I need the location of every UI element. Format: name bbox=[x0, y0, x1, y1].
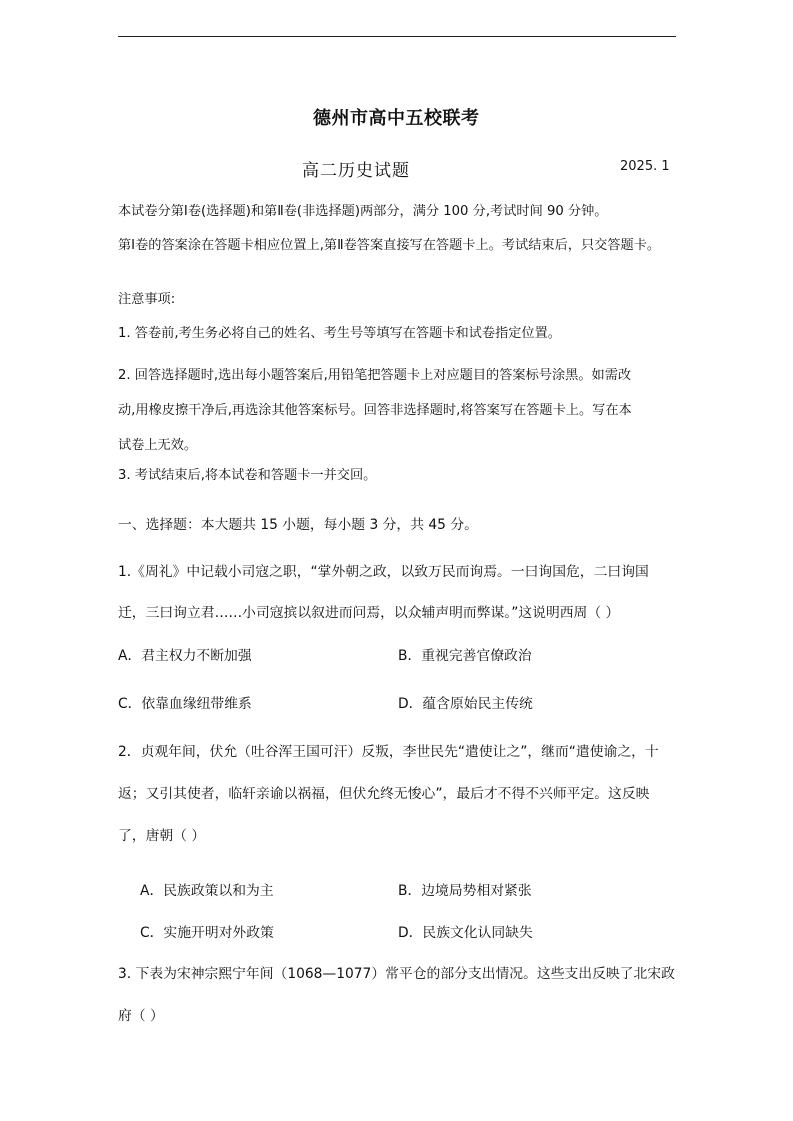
exam-subtitle: 高二历史试题 bbox=[302, 161, 410, 181]
note-item-3: 3. 考试结束后,将本试卷和答题卡一并交回。 bbox=[118, 468, 377, 483]
q1-option-a: A．君主权力不断加强 bbox=[118, 648, 252, 664]
intro-line-1: 本试卷分第Ⅰ卷(选择题)和第Ⅱ卷(非选择题)两部分，满分 100 分,考试时间 90 分钟。 bbox=[118, 204, 608, 219]
q2-option-a: A．民族政策以和为主 bbox=[140, 883, 274, 899]
note-item-2-line-3: 试卷上无效。 bbox=[118, 438, 198, 453]
exam-date: 2025. 1 bbox=[620, 159, 670, 174]
q2-option-c: C．实施开明对外政策 bbox=[140, 925, 274, 941]
q2-option-d: D．民族文化认同缺失 bbox=[398, 925, 533, 941]
header-rule bbox=[118, 36, 676, 37]
q2-line-2: 返；又引其使者，临轩亲谕以祸福，但伏允终无悛心”，最后才不得不兴师平定。这反映 bbox=[118, 786, 650, 802]
q1-option-b: B．重视完善官僚政治 bbox=[398, 648, 532, 664]
exam-title: 德州市高中五校联考 bbox=[313, 108, 480, 129]
q2-line-3: 了，唐朝（ ） bbox=[118, 828, 206, 844]
q1-option-d: D．蕴含原始民主传统 bbox=[398, 696, 533, 712]
note-item-1: 1. 答卷前,考生务必将自己的姓名、考生号等填写在答题卡和试卷指定位置。 bbox=[118, 326, 561, 341]
q3-line-2: 府（ ） bbox=[118, 1008, 164, 1024]
section-1-heading: 一、选择题：本大题共 15 小题，每小题 3 分，共 45 分。 bbox=[118, 517, 478, 533]
intro-line-2: 第Ⅰ卷的答案涂在答题卡相应位置上,第Ⅱ卷答案直接写在答题卡上。考试结束后，只交答题卡。 bbox=[118, 238, 661, 253]
q3-line-1: 3. 下表为宋神宗熙宁年间（1068—1077）常平仓的部分支出情况。这些支出反映了北宋政 bbox=[118, 966, 675, 982]
q1-line-1: 1.《周礼》中记载小司寇之职，“掌外朝之政，以致万民而询焉。一曰询国危，二曰询国 bbox=[118, 564, 649, 580]
q1-line-2: 迁，三曰询立君……小司寇摈以叙进而问焉，以众辅声明而弊谋。”这说明西周（ ） bbox=[118, 605, 620, 621]
q2-option-b: B．边境局势相对紧张 bbox=[398, 883, 532, 899]
note-item-2-line-2: 动,用橡皮擦干净后,再选涂其他答案标号。回答非选择题时,将答案写在答题卡上。写在本 bbox=[118, 403, 632, 418]
q2-line-1: 2．贞观年间，伏允（吐谷浑王国可汗）反叛，李世民先“遣使让之”，继而“遣使谕之，十 bbox=[118, 744, 659, 760]
note-item-2-line-1: 2. 回答选择题时,选出每小题答案后,用铅笔把答题卡上对应题目的答案标号涂黑。如需改 bbox=[118, 368, 632, 383]
q1-option-c: C．依靠血缘纽带维系 bbox=[118, 696, 252, 712]
notes-heading: 注意事项: bbox=[118, 292, 176, 307]
